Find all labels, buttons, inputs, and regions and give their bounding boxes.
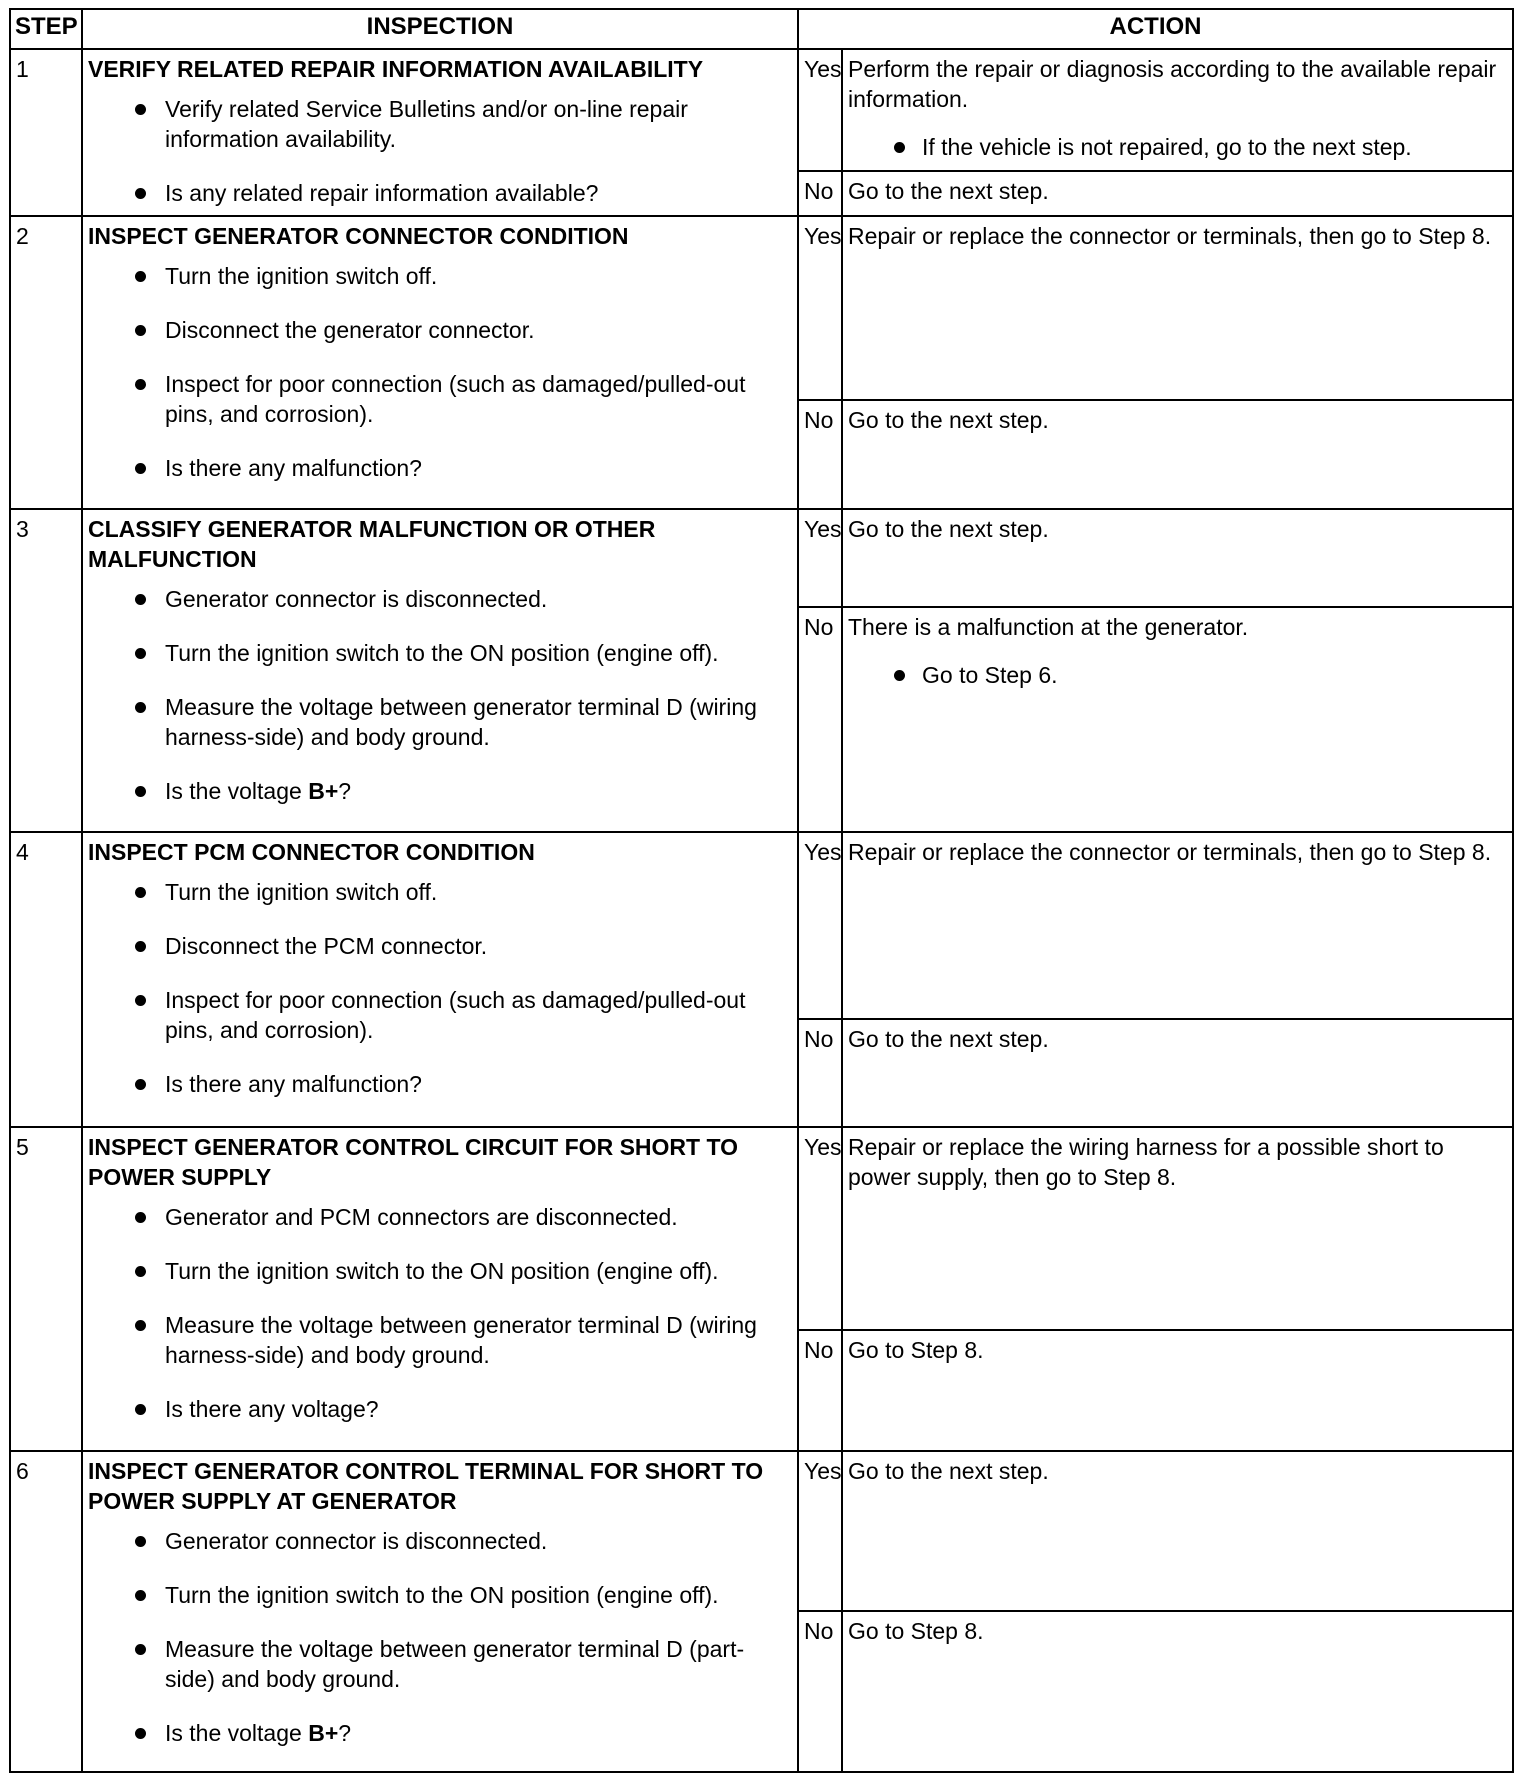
inspection-bullet: Is there any malfunction? [88,453,792,483]
yes-action: Repair or replace the wiring harness for a possible short to power supply, then go to Step 8. [842,1127,1513,1330]
step-row-yes [10,49,1513,171]
step-number: 2 [10,216,82,509]
yes-action-bullets [848,132,1507,162]
yes-label: Yes [798,1127,842,1330]
inspection-bullet: Turn the ignition switch to the ON position (engine off). [88,638,792,668]
inspection-bullet: Generator and PCM connectors are disconnected. [88,1202,792,1232]
inspection-bullet: Turn the ignition switch off. [88,877,792,907]
no-label: No [798,1611,842,1772]
inspection-bullet: Verify related Service Bulletins and/or on-line repair information availability. [88,94,792,154]
action-bullet: If the vehicle is not repaired, go to the next step. [848,132,1507,162]
yes-action: Repair or replace the connector or terminals, then go to Step 8. [842,216,1513,400]
inspection-bullets [88,1526,792,1748]
bullet-bold-text: B+ [308,778,339,804]
no-action-bullets [848,660,1507,690]
inspection-cell [82,1127,798,1451]
inspection-bullet: Disconnect the PCM connector. [88,931,792,961]
step-number: 3 [10,509,82,832]
yes-label: Yes [798,1451,842,1611]
step-row-yes [10,216,1513,400]
inspection-bullet: Disconnect the generator connector. [88,315,792,345]
bullet-text: Is the voltage [165,1720,309,1746]
no-action: Go to Step 8. [842,1611,1513,1772]
yes-action-cell [842,49,1513,171]
action-bullet: Go to Step 6. [848,660,1507,690]
inspection-bullet: Is there any malfunction? [88,1069,792,1099]
inspection-bullet: Turn the ignition switch to the ON position (engine off). [88,1256,792,1286]
inspection-bullet [88,1718,792,1748]
inspection-bullet: Measure the voltage between generator terminal D (wiring harness-side) and body ground. [88,692,792,752]
no-label: No [798,171,842,216]
step-row-yes [10,509,1513,607]
inspection-bullets [88,261,792,483]
header-step: STEP [10,9,82,49]
no-action: Go to the next step. [842,1019,1513,1127]
step-number: 6 [10,1451,82,1772]
inspection-bullets [88,584,792,806]
inspection-cell [82,1451,798,1772]
yes-action: Repair or replace the connector or terminals, then go to Step 8. [842,832,1513,1019]
no-action: There is a malfunction at the generator. [848,614,1249,640]
inspection-title: CLASSIFY GENERATOR MALFUNCTION OR OTHER MALFUNCTION [88,516,656,572]
no-label: No [798,1330,842,1451]
header-row [10,9,1513,49]
bullet-text: Is the voltage [165,778,309,804]
inspection-bullet: Is any related repair information available? [88,178,792,208]
inspection-bullet: Measure the voltage between generator terminal D (wiring harness-side) and body ground. [88,1310,792,1370]
bullet-text: ? [338,1720,352,1746]
inspection-cell [82,509,798,832]
step-row-yes [10,1127,1513,1330]
inspection-bullet: Generator connector is disconnected. [88,584,792,614]
step-number: 5 [10,1127,82,1451]
no-label: No [798,400,842,509]
header-action: ACTION [798,9,1513,49]
inspection-bullet: Is there any voltage? [88,1394,792,1424]
inspection-bullet: Inspect for poor connection (such as damaged/pulled-out pins, and corrosion). [88,985,792,1045]
yes-label: Yes [798,509,842,607]
yes-action: Go to the next step. [842,509,1513,607]
step-row-yes [10,1451,1513,1611]
inspection-bullet: Inspect for poor connection (such as damaged/pulled-out pins, and corrosion). [88,369,792,429]
inspection-bullets [88,877,792,1099]
inspection-bullet: Turn the ignition switch off. [88,261,792,291]
step-number: 1 [10,49,82,216]
inspection-bullets [88,1202,792,1424]
no-label: No [798,1019,842,1127]
no-action: Go to the next step. [842,171,1513,216]
diagnostic-table [9,8,1514,1773]
inspection-bullet: Generator connector is disconnected. [88,1526,792,1556]
inspection-cell [82,216,798,509]
step-row-yes [10,832,1513,1019]
yes-label: Yes [798,216,842,400]
no-label: No [798,607,842,832]
inspection-title: INSPECT GENERATOR CONTROL TERMINAL FOR SHORT TO POWER SUPPLY AT GENERATOR [88,1458,764,1514]
inspection-bullet [88,776,792,806]
inspection-title: VERIFY RELATED REPAIR INFORMATION AVAILABILITY [88,56,704,82]
bullet-text: ? [338,778,352,804]
inspection-cell [82,49,798,216]
no-action: Go to Step 8. [842,1330,1513,1451]
no-action-cell [842,607,1513,832]
step-number: 4 [10,832,82,1127]
yes-action: Perform the repair or diagnosis according to the available repair information. [848,56,1497,112]
no-action: Go to the next step. [842,400,1513,509]
inspection-bullets [88,94,792,208]
inspection-bullet: Turn the ignition switch to the ON position (engine off). [88,1580,792,1610]
yes-label: Yes [798,49,842,171]
yes-label: Yes [798,832,842,1019]
inspection-title: INSPECT GENERATOR CONTROL CIRCUIT FOR SHORT TO POWER SUPPLY [88,1134,738,1190]
inspection-cell [82,832,798,1127]
yes-action: Go to the next step. [842,1451,1513,1611]
header-inspection: INSPECTION [82,9,798,49]
bullet-bold-text: B+ [308,1720,339,1746]
inspection-bullet: Measure the voltage between generator terminal D (part-side) and body ground. [88,1634,792,1694]
inspection-title: INSPECT GENERATOR CONNECTOR CONDITION [88,223,629,249]
inspection-title: INSPECT PCM CONNECTOR CONDITION [88,839,535,865]
